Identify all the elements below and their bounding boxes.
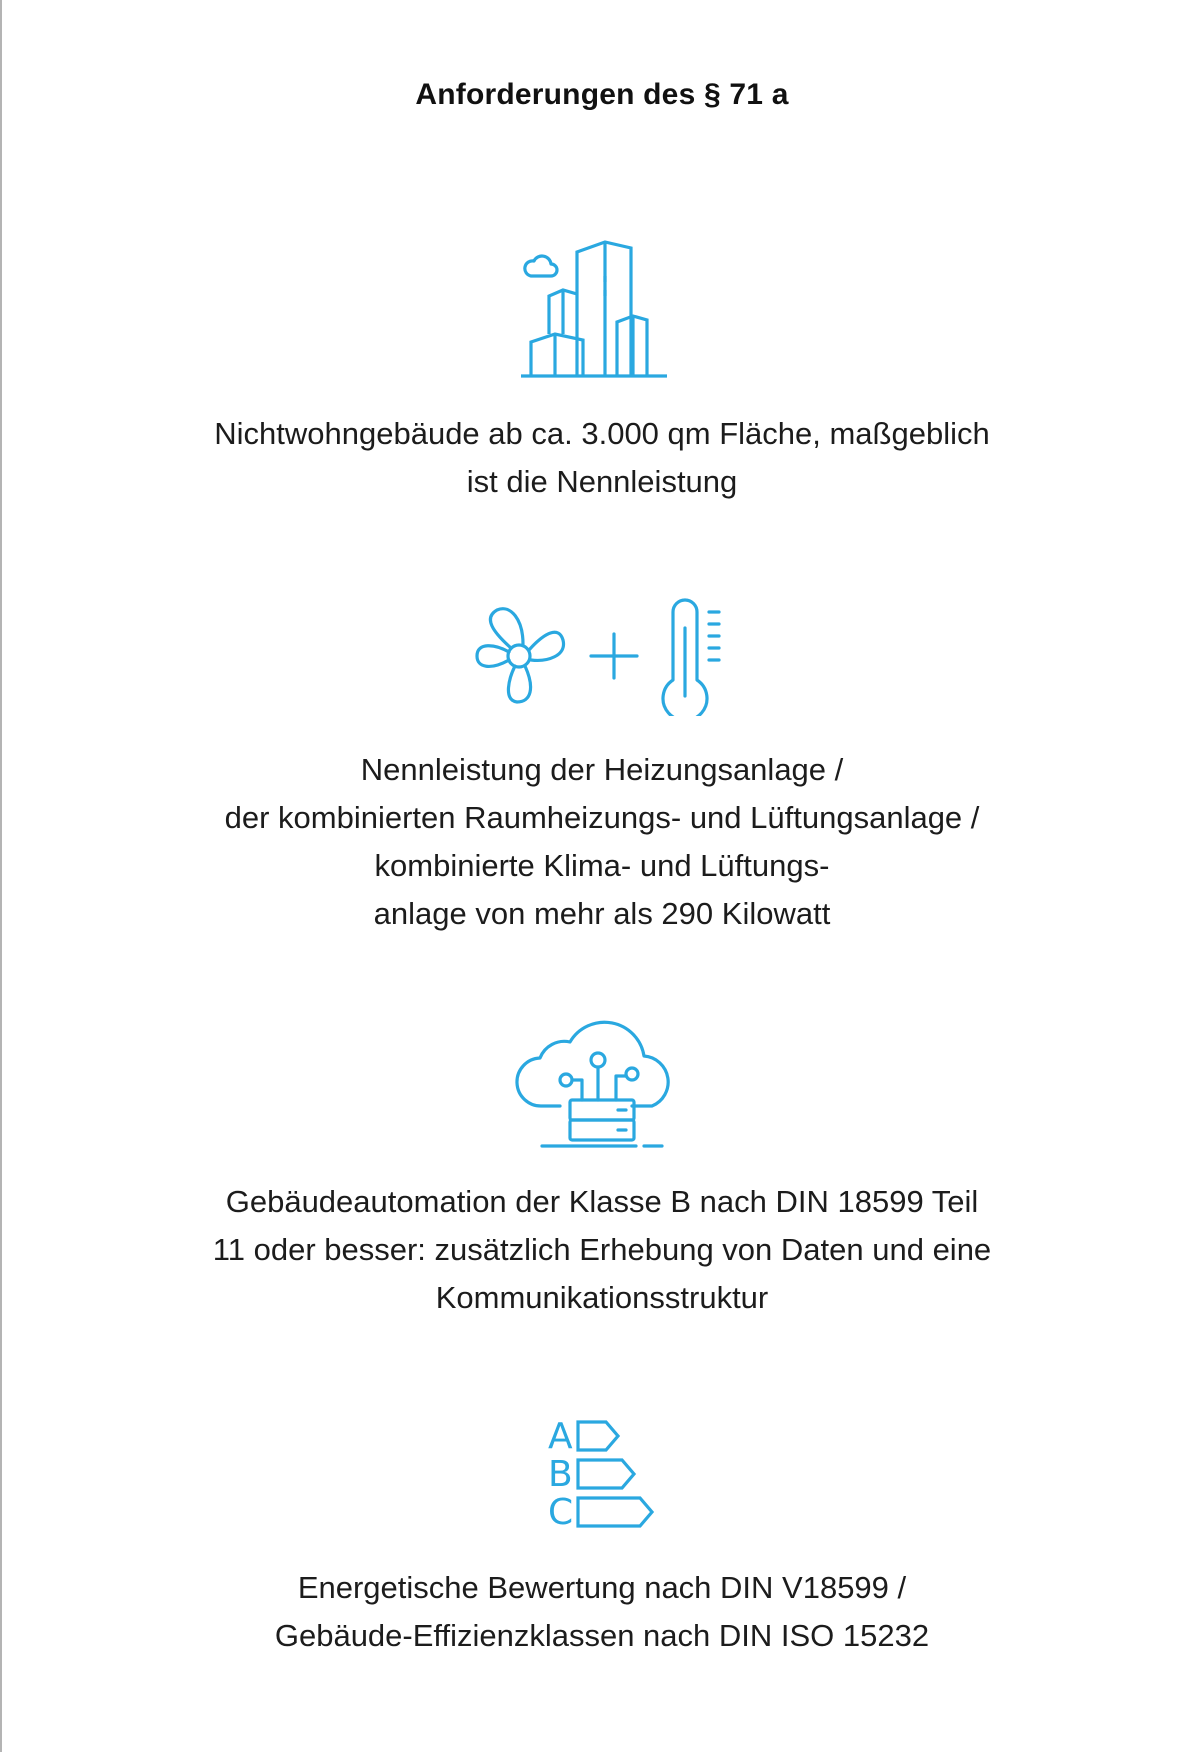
class-a-letter: A — [548, 1416, 573, 1457]
cloud-server-icon — [512, 1012, 692, 1152]
class-b-letter: B — [548, 1454, 573, 1495]
page-title: Anforderungen des § 71 a — [415, 78, 789, 111]
building-size-text — [2, 410, 1200, 506]
building-automation-text — [2, 1178, 1200, 1322]
efficiency-classes-icon — [542, 1412, 662, 1530]
text-line: Nichtwohngebäude ab ca. 3.000 qm Fläche, maßgeblich — [214, 416, 990, 451]
section-energy-rating — [2, 1412, 1200, 1660]
text-line: Gebäudeautomation der Klasse B nach DIN 18599 Teil — [225, 1184, 979, 1219]
thermometer-icon — [663, 600, 719, 716]
class-c-letter: C — [548, 1492, 574, 1530]
energy-rating-text — [2, 1564, 1200, 1660]
fan-plus-thermometer-icon — [467, 598, 737, 716]
text-line: Nennleistung der Heizungsanlage / — [360, 752, 844, 787]
text-line: Energetische Bewertung nach DIN V18599 / — [297, 1570, 907, 1605]
text-line: ist die Nennleistung — [466, 464, 738, 499]
nominal-power-text — [2, 746, 1200, 938]
fan-icon — [477, 609, 564, 702]
text-line: 11 oder besser: zusätzlich Erhebung von Daten und eine — [212, 1232, 992, 1267]
city-buildings-icon — [517, 238, 687, 384]
text-line: Gebäude-Effizienzklassen nach DIN ISO 15232 — [274, 1618, 930, 1653]
section-building-automation — [2, 1012, 1200, 1322]
text-line: kombinierte Klima- und Lüftungs- — [374, 848, 830, 883]
section-building-size — [2, 238, 1200, 506]
section-nominal-power — [2, 598, 1200, 938]
text-line: Kommunikationsstruktur — [435, 1280, 769, 1315]
text-line: anlage von mehr als 290 Kilowatt — [373, 896, 831, 931]
text-line: der kombinierten Raumheizungs- und Lüftungsanlage / — [224, 800, 980, 835]
